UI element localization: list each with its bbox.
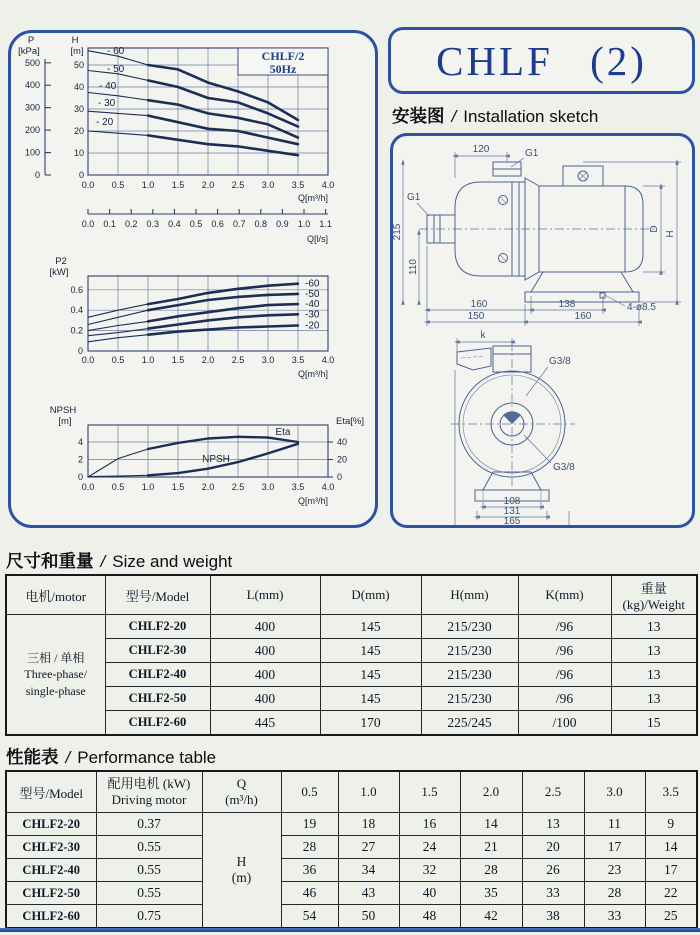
dim-110: 110: [408, 259, 419, 275]
col-flow-q: [202, 771, 281, 813]
svg-text:[m]: [m]: [70, 46, 84, 57]
dim-131: 131: [503, 506, 521, 517]
svg-text:0: 0: [337, 472, 343, 482]
svg-text:0: 0: [78, 170, 84, 180]
svg-text:0.1: 0.1: [103, 219, 116, 229]
motor-foot: [531, 272, 633, 292]
svg-text:0.5: 0.5: [111, 355, 125, 365]
svg-text:1.0: 1.0: [141, 355, 155, 365]
dim-160a: 160: [470, 299, 488, 310]
svg-text:1.5: 1.5: [171, 355, 185, 365]
page-bottom-rule: [0, 928, 700, 932]
col-model: 型号/Model: [6, 771, 96, 813]
value-cell: 20: [522, 836, 584, 859]
value-cell: 400: [210, 615, 320, 639]
table-row: [6, 615, 697, 639]
svg-text:0.5: 0.5: [189, 219, 203, 229]
svg-text:Q[m³/h]: Q[m³/h]: [297, 496, 328, 506]
performance-table: [5, 770, 698, 929]
size-weight-table: [5, 574, 698, 736]
dim-215: 215: [393, 223, 403, 241]
table-row: [6, 663, 697, 687]
value-cell: 215/230: [421, 687, 518, 711]
svg-text:200: 200: [24, 125, 40, 136]
value-cell: 17: [645, 859, 697, 882]
col-flow-value: 1.5: [399, 771, 460, 813]
performance-curves-panel: [8, 30, 378, 528]
svg-text:2.0: 2.0: [201, 482, 215, 492]
value-cell: 28: [460, 859, 522, 882]
svg-text:[kW]: [kW]: [49, 267, 69, 278]
value-cell: 145: [320, 687, 421, 711]
dim-h: H: [665, 230, 676, 238]
col-flow-value: 2.0: [460, 771, 522, 813]
dim-k: k: [480, 330, 486, 341]
value-cell: 46: [281, 882, 338, 905]
value-cell: 11: [584, 813, 645, 836]
svg-text:- 30: - 30: [98, 98, 116, 109]
svg-text:0.4: 0.4: [70, 305, 83, 316]
base-plate: [525, 292, 639, 302]
value-cell: 15: [611, 711, 697, 736]
heading-slash: /: [451, 107, 457, 126]
motor-kw-cell: 0.55: [96, 859, 202, 882]
value-cell: 25: [645, 905, 697, 929]
installation-heading: [392, 103, 598, 128]
value-cell: 23: [584, 859, 645, 882]
svg-text:CHLF/2: CHLF/2: [261, 49, 305, 63]
svg-text:4.0: 4.0: [321, 180, 335, 190]
performance-table-header-row: [6, 771, 697, 813]
svg-text:Q[m³/h]: Q[m³/h]: [297, 193, 328, 203]
value-cell: 215/230: [421, 615, 518, 639]
value-cell: 40: [399, 882, 460, 905]
svg-text:0.3: 0.3: [146, 219, 160, 229]
svg-text:0: 0: [77, 346, 83, 356]
svg-text:-40: -40: [305, 299, 320, 311]
value-cell: 17: [584, 836, 645, 859]
value-cell: 13: [611, 687, 697, 711]
value-cell: 28: [584, 882, 645, 905]
dim-g38-bottom: G3/8: [553, 462, 575, 473]
perf-heading-en: Performance table: [77, 748, 217, 767]
value-cell: 33: [522, 882, 584, 905]
svg-text:- 60: - 60: [107, 46, 125, 57]
col-model: 型号/Model: [105, 575, 210, 615]
svg-text:[kPa]: [kPa]: [18, 46, 40, 57]
svg-text:P: P: [27, 35, 35, 46]
value-cell: 16: [399, 813, 460, 836]
svg-text:0.7: 0.7: [232, 219, 246, 229]
svg-text:10: 10: [73, 148, 84, 158]
value-cell: 215/230: [421, 639, 518, 663]
size-weight-heading: [6, 548, 232, 573]
svg-text:- 50: - 50: [107, 64, 125, 75]
svg-text:3.0: 3.0: [261, 482, 275, 492]
dim-g38-top: G3/8: [549, 356, 571, 367]
value-cell: 27: [338, 836, 399, 859]
heading-slash: /: [65, 748, 71, 767]
driving-motor-zh: 配用电机 (kW): [107, 775, 191, 791]
value-cell: 170: [320, 711, 421, 736]
svg-text:[m]: [m]: [58, 416, 72, 427]
svg-text:100: 100: [24, 147, 40, 158]
value-cell: 43: [338, 882, 399, 905]
heading-slash: /: [100, 552, 106, 571]
value-cell: 400: [210, 639, 320, 663]
model-cell: CHLF2-30: [6, 836, 96, 859]
table-row: [6, 905, 697, 929]
value-cell: 145: [320, 663, 421, 687]
value-cell: 13: [611, 639, 697, 663]
svg-text:H: H: [71, 35, 79, 46]
col-driving-motor: [96, 771, 202, 813]
model-cell: CHLF2-40: [105, 663, 210, 687]
dim-150: 150: [467, 311, 485, 322]
table-row: [6, 813, 697, 836]
value-cell: 35: [460, 882, 522, 905]
svg-text:30: 30: [73, 104, 84, 114]
svg-text:1.5: 1.5: [171, 180, 185, 190]
handle-bracket: [457, 348, 491, 370]
value-cell: 38: [522, 905, 584, 929]
value-cell: 50: [338, 905, 399, 929]
svg-text:0: 0: [77, 472, 83, 482]
installation-heading-zh: 安装图: [392, 106, 445, 126]
table-row: [6, 711, 697, 736]
value-cell: 24: [399, 836, 460, 859]
svg-text:-20: -20: [305, 320, 320, 332]
svg-text:- 20: - 20: [96, 117, 114, 128]
table-row: [6, 687, 697, 711]
svg-text:3.0: 3.0: [261, 180, 275, 190]
col-flow-value: 0.5: [281, 771, 338, 813]
value-cell: 14: [460, 813, 522, 836]
value-cell: 48: [399, 905, 460, 929]
perf-heading-zh: 性能表: [6, 747, 59, 767]
value-cell: 9: [645, 813, 697, 836]
col-flow-value: 2.5: [522, 771, 584, 813]
svg-text:20: 20: [73, 126, 84, 136]
model-title-panel: [388, 27, 695, 94]
value-cell: 34: [338, 859, 399, 882]
svg-text:0.0: 0.0: [81, 219, 95, 229]
dim-138: 138: [558, 299, 576, 310]
svg-text:4.0: 4.0: [321, 482, 335, 492]
value-cell: 14: [645, 836, 697, 859]
svg-text:0.2: 0.2: [124, 219, 138, 229]
svg-text:0.5: 0.5: [111, 482, 125, 492]
q-symbol: Q: [236, 775, 247, 791]
col-l: L(mm): [210, 575, 320, 615]
svg-text:0.8: 0.8: [254, 219, 268, 229]
model-cell: CHLF2-50: [6, 882, 96, 905]
svg-text:0.5: 0.5: [111, 180, 125, 190]
col-d: D(mm): [320, 575, 421, 615]
col-weight: 重量(kg)/Weight: [611, 575, 697, 615]
svg-text:-30: -30: [305, 309, 320, 321]
svg-text:0.6: 0.6: [70, 284, 83, 295]
model-cell: CHLF2-60: [105, 711, 210, 736]
dim-160b: 160: [574, 311, 592, 322]
model-cell: CHLF2-50: [105, 687, 210, 711]
value-cell: 22: [645, 882, 697, 905]
svg-text:3.0: 3.0: [261, 355, 275, 365]
value-cell: 400: [210, 687, 320, 711]
driving-motor-en: Driving motor: [111, 792, 187, 807]
value-cell: 145: [320, 639, 421, 663]
value-cell: 28: [281, 836, 338, 859]
svg-text:2.0: 2.0: [201, 180, 215, 190]
motor-kw-cell: 0.55: [96, 836, 202, 859]
value-cell: 215/230: [421, 663, 518, 687]
table-row: [6, 859, 697, 882]
svg-text:0: 0: [34, 170, 40, 180]
svg-text:0.6: 0.6: [211, 219, 224, 229]
svg-text:Eta[%]: Eta[%]: [336, 416, 364, 427]
value-cell: 13: [611, 663, 697, 687]
svg-text:NPSH: NPSH: [202, 454, 230, 465]
dim-165: 165: [503, 516, 521, 525]
svg-text:P2: P2: [55, 256, 67, 267]
q-unit: (m³/h): [225, 792, 258, 807]
value-cell: /96: [518, 663, 611, 687]
svg-text:50Hz: 50Hz: [269, 62, 297, 76]
value-cell: 54: [281, 905, 338, 929]
svg-text:1.0: 1.0: [297, 219, 311, 229]
table-row: [6, 882, 697, 905]
value-cell: 18: [338, 813, 399, 836]
svg-text:Q[l/s]: Q[l/s]: [306, 234, 328, 244]
svg-text:-60: -60: [305, 278, 320, 290]
svg-text:0.2: 0.2: [70, 325, 83, 336]
page-title: CHLF (2): [436, 37, 647, 84]
svg-text:3.5: 3.5: [291, 180, 305, 190]
value-cell: 26: [522, 859, 584, 882]
model-cell: CHLF2-20: [105, 615, 210, 639]
svg-text:-50: -50: [305, 288, 320, 300]
value-cell: 13: [611, 615, 697, 639]
svg-text:2.5: 2.5: [231, 355, 245, 365]
svg-text:0.4: 0.4: [168, 219, 181, 229]
value-cell: 36: [281, 859, 338, 882]
head-unit-cell: H (m): [202, 813, 281, 929]
size-heading-zh: 尺寸和重量: [6, 551, 94, 571]
model-cell: CHLF2-60: [6, 905, 96, 929]
dim-g1-top: G1: [525, 148, 539, 159]
model-cell: CHLF2-20: [6, 813, 96, 836]
svg-text:20: 20: [337, 454, 348, 465]
svg-text:40: 40: [73, 82, 84, 92]
svg-text:0.9: 0.9: [276, 219, 289, 229]
svg-text:400: 400: [24, 80, 40, 91]
value-cell: 400: [210, 663, 320, 687]
motor-kw-cell: 0.75: [96, 905, 202, 929]
installation-drawing: [393, 136, 692, 525]
value-cell: 19: [281, 813, 338, 836]
motor-type-cell: 三相 / 单相 Three-phase/ single-phase: [6, 615, 105, 736]
table-row: [6, 836, 697, 859]
svg-text:40: 40: [337, 437, 348, 447]
motor-kw-cell: 0.55: [96, 882, 202, 905]
size-table-header-row: [6, 575, 697, 615]
svg-text:2.5: 2.5: [231, 180, 245, 190]
model-cell: CHLF2-30: [105, 639, 210, 663]
svg-text:Q[m³/h]: Q[m³/h]: [297, 369, 328, 379]
value-cell: 32: [399, 859, 460, 882]
col-flow-value: 3.5: [645, 771, 697, 813]
table-row: [6, 639, 697, 663]
value-cell: 21: [460, 836, 522, 859]
performance-heading: [6, 744, 216, 769]
dim-bolt-holes: 4-ø8.5: [627, 302, 656, 313]
value-cell: 33: [584, 905, 645, 929]
svg-text:2.0: 2.0: [201, 355, 215, 365]
svg-text:2.5: 2.5: [231, 482, 245, 492]
svg-text:NPSH: NPSH: [49, 405, 77, 416]
svg-text:4: 4: [77, 437, 83, 447]
model-cell: CHLF2-40: [6, 859, 96, 882]
value-cell: 13: [522, 813, 584, 836]
value-cell: /96: [518, 615, 611, 639]
dim-d: D: [649, 225, 660, 233]
size-heading-en: Size and weight: [112, 552, 233, 571]
col-h: H(mm): [421, 575, 518, 615]
value-cell: /100: [518, 711, 611, 736]
motor-kw-cell: 0.37: [96, 813, 202, 836]
pump-curves-chart: [11, 33, 375, 525]
svg-text:1.0: 1.0: [141, 482, 155, 492]
value-cell: 445: [210, 711, 320, 736]
svg-text:4.0: 4.0: [321, 355, 335, 365]
installation-heading-en: Installation sketch: [463, 107, 599, 126]
value-cell: /96: [518, 687, 611, 711]
col-motor: 电机/motor: [6, 575, 105, 615]
svg-text:1.5: 1.5: [171, 482, 185, 492]
svg-text:0.0: 0.0: [81, 482, 95, 492]
svg-text:1.0: 1.0: [141, 180, 155, 190]
svg-text:Eta: Eta: [275, 427, 291, 438]
svg-text:0.0: 0.0: [81, 180, 95, 190]
svg-text:50: 50: [73, 60, 84, 70]
col-flow-value: 1.0: [338, 771, 399, 813]
col-flow-value: 3.0: [584, 771, 645, 813]
svg-text:- 40: - 40: [99, 81, 117, 92]
svg-text:300: 300: [24, 102, 40, 113]
value-cell: 42: [460, 905, 522, 929]
dim-108: 108: [503, 496, 521, 507]
value-cell: 145: [320, 615, 421, 639]
svg-text:3.5: 3.5: [291, 355, 305, 365]
svg-text:0.0: 0.0: [81, 355, 95, 365]
svg-text:500: 500: [24, 57, 40, 68]
value-cell: 225/245: [421, 711, 518, 736]
installation-sketch-panel: [390, 133, 695, 528]
dim-g1-inlet: G1: [407, 192, 421, 203]
svg-text:3.5: 3.5: [291, 482, 305, 492]
svg-text:2: 2: [77, 454, 83, 465]
value-cell: /96: [518, 639, 611, 663]
col-k: K(mm): [518, 575, 611, 615]
dim-120: 120: [472, 144, 490, 155]
svg-text:1.1: 1.1: [319, 219, 332, 229]
